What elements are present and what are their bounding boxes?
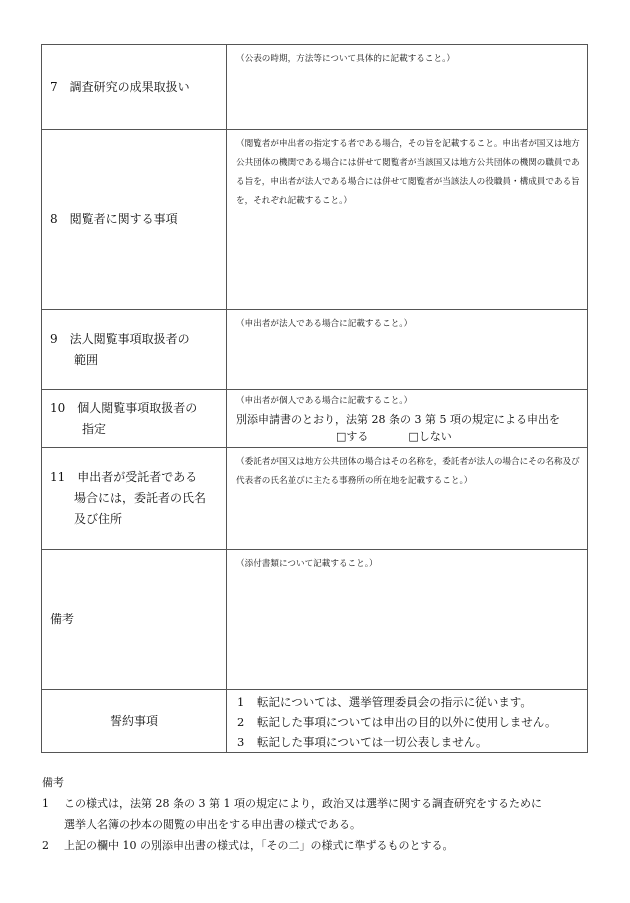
row-viewer-info [42,130,588,310]
note-item: 2 上記の欄中 10 の別添申出書の様式は，「その二」の様式に準ずるものとする。 [42,839,454,852]
instruction-note: （申出者が法人である場合に記載すること。） [236,319,413,329]
row-individual-handler [42,390,588,448]
checkbox-not-apply[interactable]: □しない [408,430,452,443]
note-item: 1 この様式は，法第 28 条の 3 第 1 項の規定により，政治又は選挙に関する調査研究をするために 選挙人名簿の抄本の閲覧の申出をする申出書の様式である。 [42,797,542,831]
instruction-note: （閲覧者が申出者の指定する者である場合，その旨を記載すること。申出者が国又は地方公共団体の機関である場合には併せて閲覧者が当該国又は地方公共団体の機関の職員である旨を，申出者が法人である場合には併せて閲覧者が当該法人の役職員・構成員である旨を，それぞれ記載すること。） [236,139,580,206]
pledge-item: 2 転記した事項については申出の目的以外に使用しません。 [237,715,557,729]
label-corporate-handler: 9 法人閲覧事項取扱者の 範囲 [42,310,227,390]
row-pledge [42,690,588,753]
instruction-note: （委託者が国又は地方公共団体の場合はその名称を，委託者が法人の場合にその名称及び代表者の氏名並びに主たる事務所の所在地を記載すること。） [236,457,580,486]
field-viewer-info[interactable] [227,130,588,310]
instruction-note: （添付書類について記載すること。） [236,559,378,569]
field-remarks[interactable] [227,550,588,690]
field-consignor[interactable] [227,448,588,550]
instruction-note: （申出者が個人である場合に記載すること。） [236,396,413,406]
remarks-notes [42,772,602,856]
label-remarks: 備考 [42,550,227,690]
instruction-note: （公表の時期，方法等について具体的に記載すること。） [236,54,455,64]
row-research-results [42,45,588,130]
label-pledge: 誓約事項 [42,690,227,753]
pledge-items [227,690,588,753]
label-research-results: 7 調査研究の成果取扱い [42,45,227,130]
label-viewer-info: 8 閲覧者に関する事項 [42,130,227,310]
pledge-item: 1 転記については、選挙管理委員会の指示に従います。 [237,695,532,709]
row-remarks [42,550,588,690]
pledge-item: 3 転記した事項については一切公表しません。 [237,735,488,749]
application-form-table [41,44,588,753]
checkbox-apply[interactable]: □する [336,430,369,443]
notes-heading: 備考 [42,776,64,789]
field-research-results[interactable] [227,45,588,130]
field-corporate-handler[interactable] [227,310,588,390]
label-consignor: 11 申出者が受託者である 場合には，委託者の氏名 及び住所 [42,448,227,550]
label-individual-handler: 10 個人閲覧事項取扱者の 指定 [42,390,227,448]
row-corporate-handler [42,310,588,390]
attachment-statement: 別添申請書のとおり，法第 28 条の 3 第 5 項の規定による申出を [236,413,560,426]
field-individual-handler [227,390,588,448]
apply-options [236,429,581,445]
row-consignor [42,448,588,550]
